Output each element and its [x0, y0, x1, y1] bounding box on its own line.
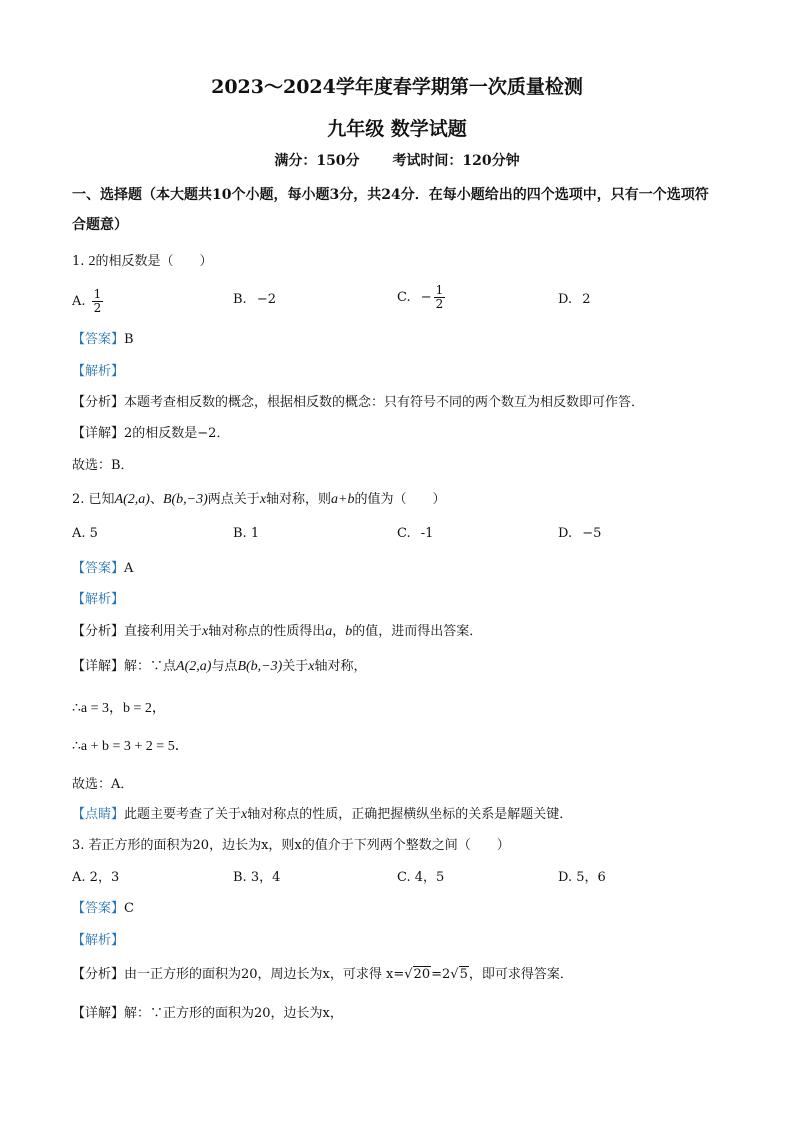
q1-fenxi: 【分析】本题考查相反数的概念，根据相反数的概念：只有符号不同的两个数互为相反数即可作答．: [72, 395, 645, 410]
q1-option-a: A. $\frac{1}{2}$: [72, 287, 102, 315]
q3-option-d: D. 5，6: [558, 870, 606, 885]
q2-choose: 故选：A．: [72, 777, 134, 792]
section-heading: 一、选择题（本大题共10个小题，每小题3分，共24分．在每小题给出的四个选项中，只有一个选项符合题意）: [72, 187, 709, 233]
q1-option-b: B. −2: [233, 292, 276, 307]
exam-title: 2023～2024学年度春学期第一次质量检测: [211, 76, 583, 98]
q2-option-b: B. 1: [233, 526, 260, 541]
q1-option-d: D. 2: [558, 292, 591, 307]
full-score: 满分：150分: [274, 153, 360, 169]
q2-fenxi: 【分析】直接利用关于x轴对称点的性质得出a，b的值，进而得出答案．: [72, 624, 483, 639]
fraction: $\frac{1}{2}$: [93, 287, 102, 315]
q1-jiexi: 【解析】: [72, 364, 125, 379]
question-2-stem: 2. 已知A(2,a)、B(b,−3)两点关于x轴对称，则a+b的值为（ ）: [72, 492, 446, 507]
exam-meta: [0, 150, 794, 170]
q2-step-2: ∴a + b = 3 + 2 = 5．: [72, 739, 189, 754]
q2-option-c: C. -1: [397, 526, 434, 541]
sqrt-symbol: √: [450, 967, 459, 982]
q2-option-a: A. 5: [72, 526, 98, 541]
exam-time: 考试时间：120分钟: [392, 153, 520, 169]
q3-fenxi: 【分析】由一正方形的面积为20，周边长为x，可求得 x=√20=2√5，即可求得答案．: [72, 967, 573, 982]
q3-option-b: B. 3，4: [233, 870, 281, 885]
q2-xiangjie: 【详解】解：∵点A(2,a)与点B(b,−3)关于x轴对称，: [72, 659, 367, 674]
q3-option-a: A. 2，3: [72, 870, 120, 885]
q1-answer: 【答案】B: [72, 332, 134, 347]
q2-dianjing: 【点睛】此题主要考查了关于x轴对称点的性质，正确把握横纵坐标的关系是解题关键．: [72, 807, 573, 822]
q1-xiangjie: 【详解】2的相反数是−2．: [72, 426, 230, 441]
q3-xiangjie: 【详解】解：∵正方形的面积为20，边长为x，: [72, 1006, 343, 1021]
question-1-stem: 1. 2的相反数是（ ）: [72, 254, 213, 269]
q2-step-1: ∴a = 3，b = 2，: [72, 701, 166, 716]
q2-option-d: D. −5: [558, 526, 602, 541]
question-3-stem: 3. 若正方形的面积为20，边长为x，则x的值介于下列两个整数之间（ ）: [72, 838, 510, 853]
fraction: $\frac{1}{2}$: [435, 283, 444, 311]
sqrt-symbol: √: [404, 967, 413, 982]
q1-option-c: C. − $\frac{1}{2}$: [397, 283, 444, 311]
q3-option-c: C. 4，5: [397, 870, 445, 885]
q1-choose: 故选：B．: [72, 458, 134, 473]
q3-answer: 【答案】C: [72, 901, 134, 916]
q2-jiexi: 【解析】: [72, 592, 125, 607]
q2-answer: 【答案】A: [72, 561, 134, 576]
exam-subtitle: 九年级 数学试题: [327, 118, 467, 140]
q3-jiexi: 【解析】: [72, 933, 125, 948]
